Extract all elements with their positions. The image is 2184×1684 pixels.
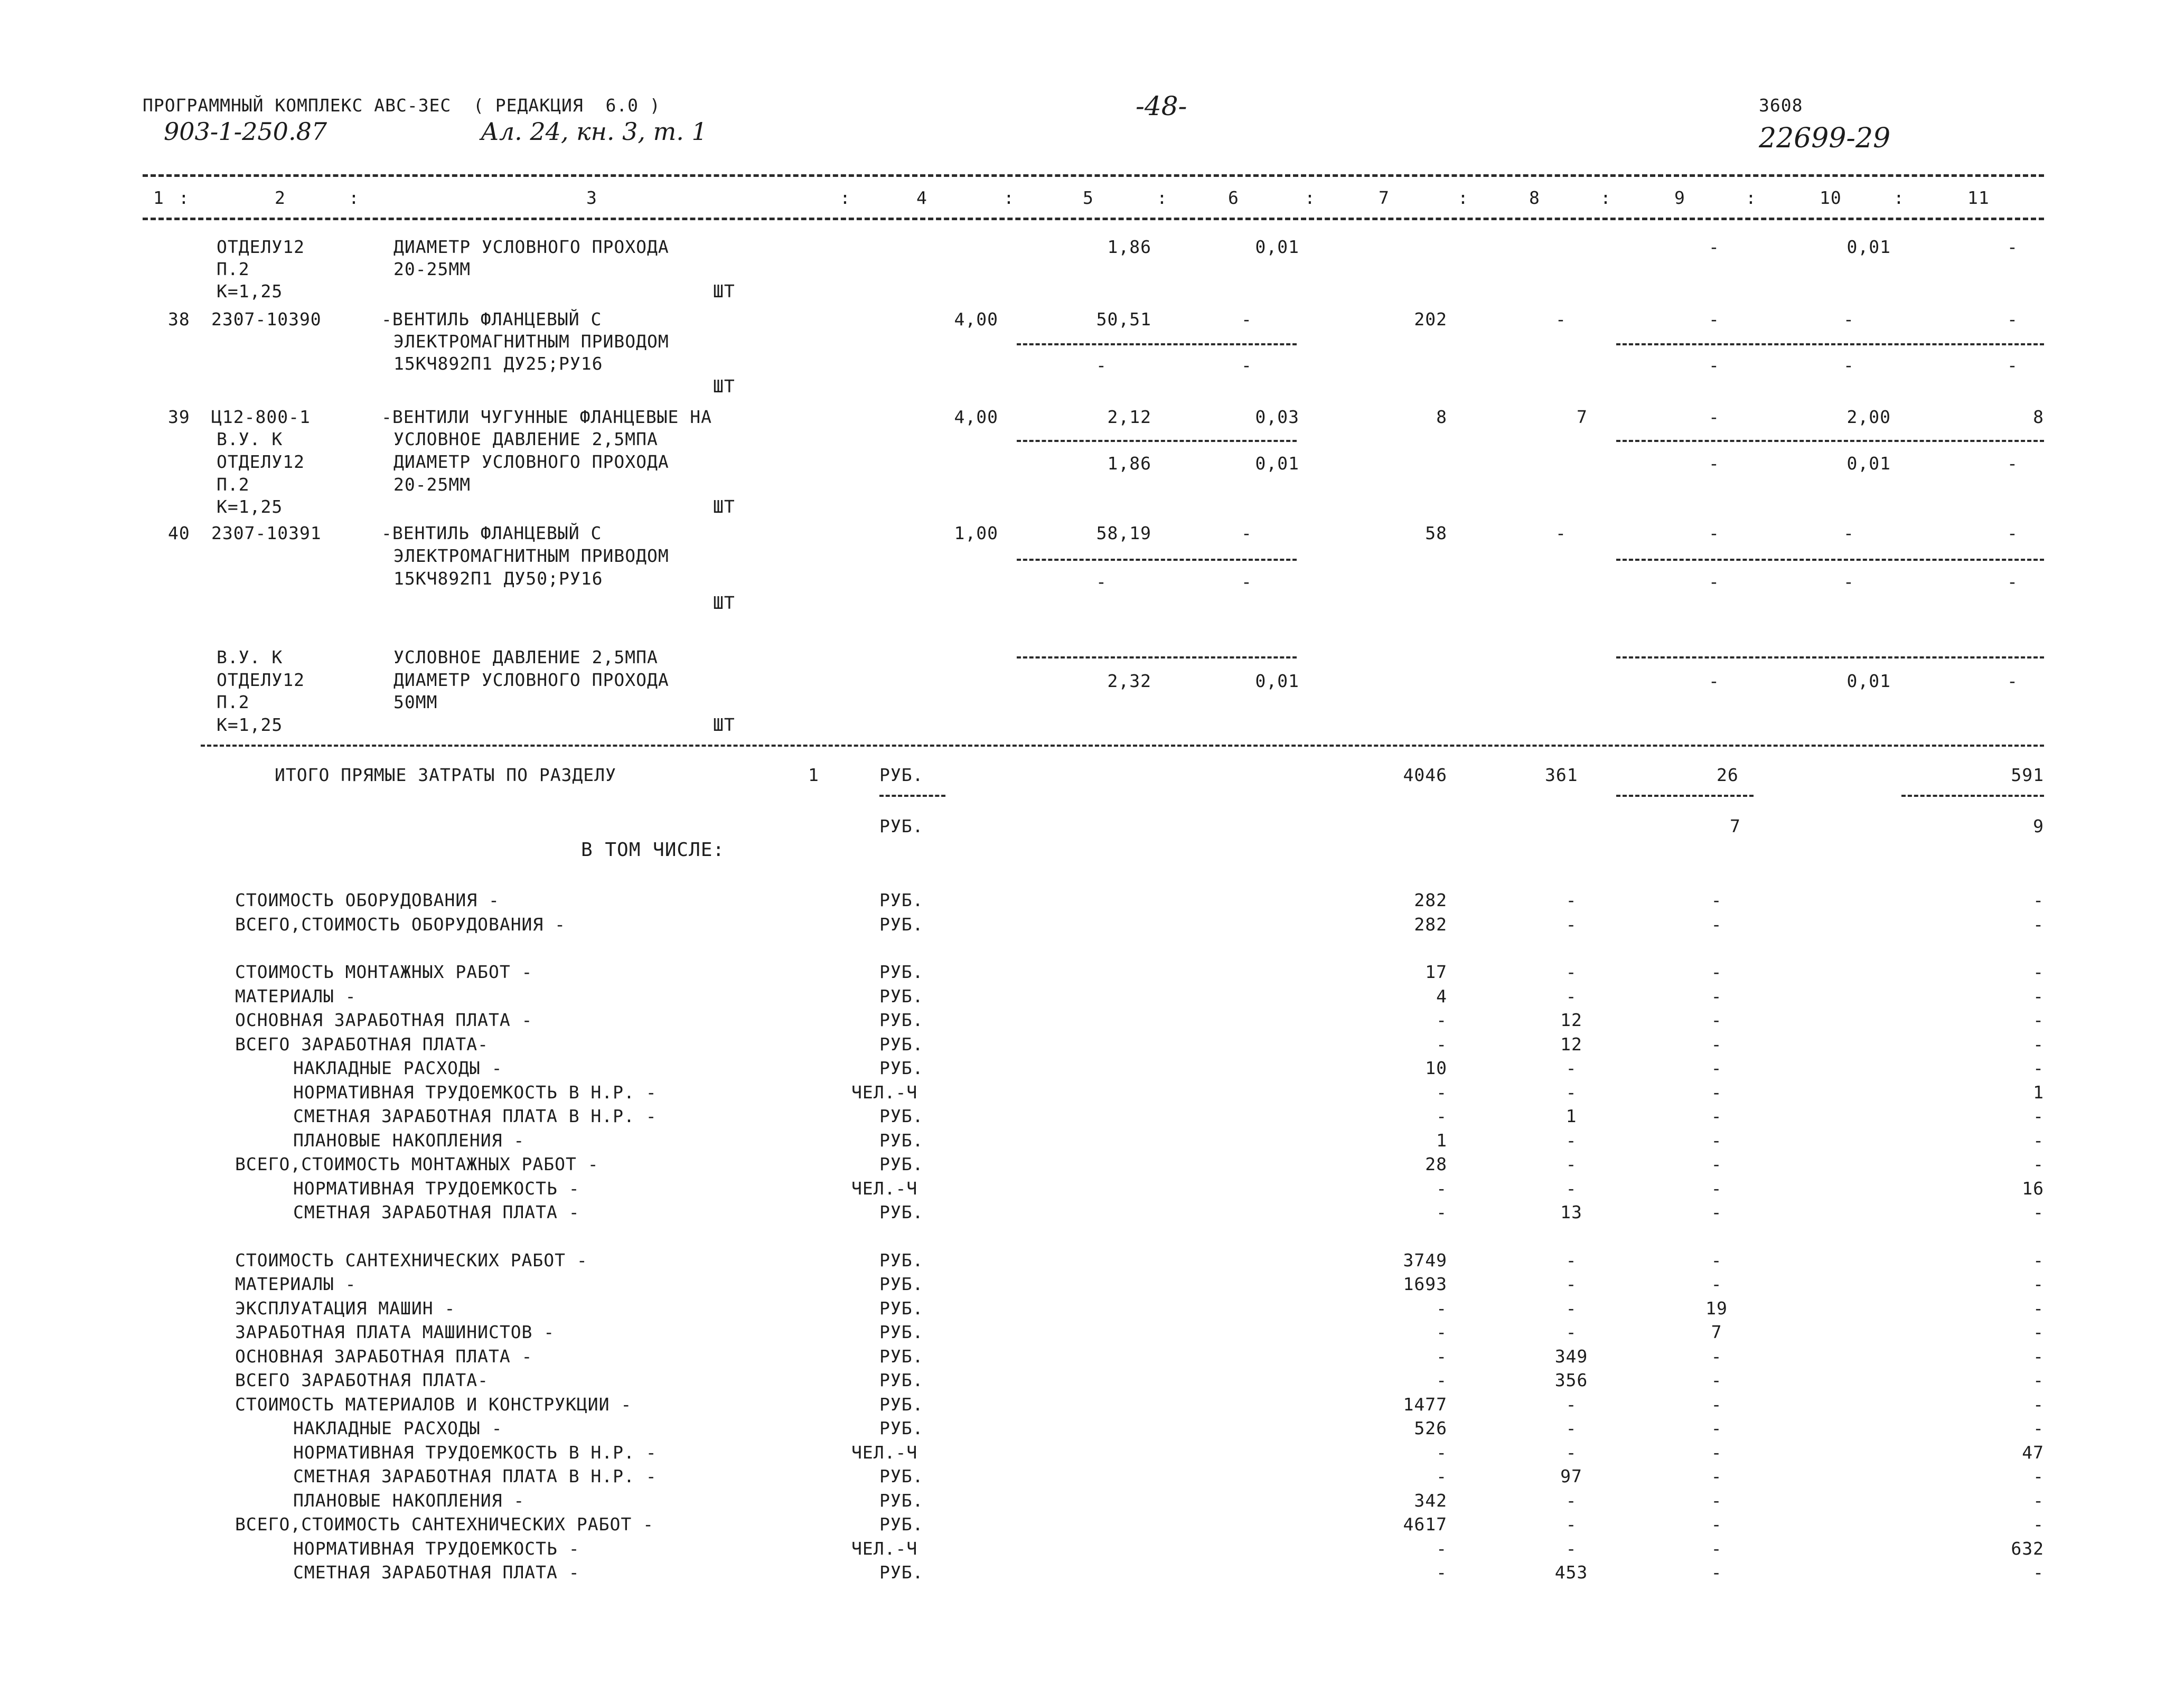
cell-c8: 13 [1560,1202,1582,1222]
cell-c11: - [2033,1202,2044,1222]
unit-label: РУБ. [879,1250,924,1271]
cell-c9: - [1711,914,1722,935]
cell-col4: 1,00 [954,523,998,543]
cell-col11: - [2007,523,2018,543]
total-col9-sub: 7 [1730,816,1741,836]
cell-c9: - [1711,1178,1722,1199]
item-description: -ВЕНТИЛЬ ФЛАНЦЕВЫЙ С [381,309,602,330]
cell-col6-sub: - [1241,571,1252,592]
cell-col10: - [1843,309,1854,330]
cell-c7: - [1436,1034,1447,1055]
cell-c8: - [1566,1298,1577,1319]
cell-c9: - [1711,1346,1722,1367]
cell-c7: - [1436,1082,1447,1103]
group-line: ОТДЕЛУ12 [217,451,305,472]
breakdown-label: СМЕТНАЯ ЗАРАБОТНАЯ ПЛАТА В Н.Р. - [293,1106,657,1126]
cell-col11: - [2007,671,2018,691]
cell-c8: - [1566,1082,1577,1103]
cell-col7: 58 [1425,523,1447,543]
cell-col9: - [1709,407,1720,427]
cell-col6: 0,03 [1255,407,1299,427]
cell-c9: - [1711,1442,1722,1463]
group-line: ОТДЕЛУ12 [217,237,305,257]
cell-c8: 1 [1566,1106,1577,1126]
cell-col7: 8 [1436,407,1447,427]
item-description: 20-25ММ [393,474,471,495]
unit-label: РУБ. [879,1034,924,1055]
unit-label: РУБ. [879,1106,924,1126]
group-line: К=1,25 [217,496,283,517]
column-header: 5 [1083,187,1094,208]
cell-c11: - [2033,1106,2044,1126]
header-bottom-rule [143,218,2044,220]
cell-c9: - [1711,1490,1722,1511]
cell-c7: 342 [1414,1490,1447,1511]
cell-c7: - [1436,1442,1447,1463]
cell-c9: - [1711,1394,1722,1415]
column-header: 8 [1529,187,1540,208]
cell-c7: 282 [1414,890,1447,910]
cell-c7: 1 [1436,1130,1447,1151]
price-code: Ц12-800-1 [211,407,311,427]
breakdown-label: СТОИМОСТЬ МОНТАЖНЫХ РАБОТ - [235,962,533,982]
cell-c9: - [1711,1562,1722,1583]
cell-col5: 2,12 [1107,407,1151,427]
cell-c11: - [2033,890,2044,910]
cell-col5-sub: 1,86 [1107,453,1151,474]
cell-c8: 356 [1554,1370,1588,1390]
cell-c7: - [1436,1346,1447,1367]
cell-c8: - [1566,914,1577,935]
unit-label: РУБ. [879,1010,924,1030]
unit-label: РУБ. [879,816,924,836]
unit-label: РУБ. [879,765,924,785]
cell-col10: 0,01 [1846,237,1891,257]
cell-col10-sub: - [1843,571,1854,592]
cell-c8: - [1566,1442,1577,1463]
breakdown-label: ЭКСПЛУАТАЦИЯ МАШИН - [235,1298,456,1319]
cell-col10: - [1843,523,1854,543]
breakdown-label: ВСЕГО ЗАРАБОТНАЯ ПЛАТА- [235,1370,489,1390]
breakdown-label: СТОИМОСТЬ ОБОРУДОВАНИЯ - [235,890,500,910]
breakdown-label: ЗАРАБОТНАЯ ПЛАТА МАШИНИСТОВ - [235,1322,555,1342]
total-col8: 361 [1545,765,1578,785]
breakdown-label: ОСНОВНАЯ ЗАРАБОТНАЯ ПЛАТА - [235,1346,533,1367]
item-description: ЭЛЕКТРОМАГНИТНЫМ ПРИВОДОМ [393,331,669,352]
item-description: ДИАМЕТР УСЛОВНОГО ПРОХОДА [393,451,669,472]
cell-col9-sub: - [1709,355,1720,375]
unit-label: ШТ [713,592,735,613]
cell-c8: - [1566,1058,1577,1078]
cell-c11: - [2033,1010,2044,1030]
cell-col8: - [1555,309,1567,330]
unit-label: РУБ. [879,890,924,910]
cell-c7: 526 [1414,1418,1447,1438]
unit-label: РУБ. [879,1346,924,1367]
item-description: -ВЕНТИЛЬ ФЛАНЦЕВЫЙ С [381,523,602,543]
column-header: 10 [1820,187,1842,208]
cell-c8: - [1566,1514,1577,1535]
unit-label: РУБ. [879,1490,924,1511]
cell-c7: - [1436,1466,1447,1487]
cell-c7: 282 [1414,914,1447,935]
breakdown-label: СТОИМОСТЬ САНТЕХНИЧЕСКИХ РАБОТ - [235,1250,588,1271]
breakdown-label: ВСЕГО,СТОИМОСТЬ МОНТАЖНЫХ РАБОТ - [235,1154,599,1174]
cell-c7: 4 [1436,986,1447,1006]
cell-col5-sub: - [1096,355,1107,375]
cell-c11: - [2033,1274,2044,1294]
cell-c9: - [1711,1274,1722,1294]
cell-c11: 16 [2022,1178,2044,1199]
cell-col6: 0,01 [1255,237,1299,257]
cell-c11: 47 [2022,1442,2044,1463]
cell-col6-sub: - [1241,355,1252,375]
unit-label: РУБ. [879,1274,924,1294]
including-heading: В ТОМ ЧИСЛЕ: [581,839,725,861]
cell-c8: - [1566,1394,1577,1415]
unit-label: РУБ. [879,1562,924,1583]
cell-col5: 1,86 [1107,237,1151,257]
total-col11: 591 [2011,765,2044,785]
unit-label: РУБ. [879,986,924,1006]
cell-c8: - [1566,1130,1577,1151]
unit-label: ЧЕЛ.-Ч [851,1538,918,1559]
unit-label: РУБ. [879,1370,924,1390]
cell-col10: 0,01 [1846,671,1891,691]
cell-c11: - [2033,1562,2044,1583]
cell-col10-sub: 0,01 [1846,453,1891,474]
cell-col6: - [1241,309,1252,330]
cell-c8: 453 [1554,1562,1588,1583]
group-line: В.У. К [217,429,283,449]
breakdown-label: МАТЕРИАЛЫ - [235,1274,357,1294]
cell-c8: 349 [1554,1346,1588,1367]
cell-c7: - [1436,1298,1447,1319]
cell-c7: - [1436,1322,1447,1342]
cell-c8: - [1566,890,1577,910]
cell-c7: - [1436,1562,1447,1583]
item-description: 20-25ММ [393,259,471,279]
item-description: ДИАМЕТР УСЛОВНОГО ПРОХОДА [393,237,669,257]
column-header: 3 [586,187,597,208]
cell-col10-sub: - [1843,355,1854,375]
breakdown-label: НАКЛАДНЫЕ РАСХОДЫ - [293,1058,503,1078]
cell-col11-sub: - [2007,571,2018,592]
column-header: 7 [1379,187,1390,208]
breakdown-label: ПЛАНОВЫЕ НАКОПЛЕНИЯ - [293,1490,525,1511]
position-number: 38 [168,309,190,330]
item-description: УСЛОВНОЕ ДАВЛЕНИЕ 2,5МПА [393,647,658,667]
cell-c7: 1693 [1403,1274,1447,1294]
group-line: П.2 [217,259,250,279]
group-line: П.2 [217,474,250,495]
cell-c9: - [1711,890,1722,910]
cell-col5: 50,51 [1096,309,1151,330]
breakdown-label: НОРМАТИВНАЯ ТРУДОЕМКОСТЬ - [293,1178,580,1199]
cell-col11: 8 [2033,407,2044,427]
group-line: ОТДЕЛУ12 [217,670,305,690]
cell-col9: - [1709,237,1720,257]
cell-c8: - [1566,1490,1577,1511]
cell-col6-sub: 0,01 [1255,453,1299,474]
cell-col8: - [1555,523,1567,543]
cell-c8: - [1566,1418,1577,1438]
breakdown-label: ВСЕГО ЗАРАБОТНАЯ ПЛАТА- [235,1034,489,1055]
cell-c9: - [1711,1154,1722,1174]
cell-c7: 4617 [1403,1514,1447,1535]
cell-c11: - [2033,1154,2044,1174]
group-line: П.2 [217,692,250,712]
unit-label: ШТ [713,714,735,735]
cell-c8: - [1566,1154,1577,1174]
breakdown-label: НОРМАТИВНАЯ ТРУДОЕМКОСТЬ В Н.Р. - [293,1082,657,1103]
item-description: 50ММ [393,692,438,712]
unit-label: РУБ. [879,1154,924,1174]
unit-label: РУБ. [879,1466,924,1487]
cell-c8: - [1566,962,1577,982]
cell-c9: - [1711,1082,1722,1103]
price-code: 2307-10390 [211,309,322,330]
unit-label: РУБ. [879,1202,924,1222]
unit-label: ЧЕЛ.-Ч [851,1082,918,1103]
cell-c9: - [1711,1418,1722,1438]
cell-col9-sub: - [1709,453,1720,474]
cell-c7: 1477 [1403,1394,1447,1415]
unit-label: ШТ [713,281,735,302]
cell-col9-sub: - [1709,571,1720,592]
breakdown-label: ВСЕГО,СТОИМОСТЬ ОБОРУДОВАНИЯ - [235,914,566,935]
cell-c9: 19 [1705,1298,1728,1319]
breakdown-label: ОСНОВНАЯ ЗАРАБОТНАЯ ПЛАТА - [235,1010,533,1030]
cell-c7: - [1436,1010,1447,1030]
cell-col5: 2,32 [1107,671,1151,691]
unit-label: РУБ. [879,1418,924,1438]
archive-number: 22699-29 [1759,123,1891,154]
cell-c8: - [1566,1538,1577,1559]
breakdown-label: СМЕТНАЯ ЗАРАБОТНАЯ ПЛАТА - [293,1202,580,1222]
position-number: 40 [168,523,190,543]
cell-c11: - [2033,914,2044,935]
item-description: ЭЛЕКТРОМАГНИТНЫМ ПРИВОДОМ [393,545,669,566]
price-code: 2307-10391 [211,523,322,543]
cell-c11: - [2033,1370,2044,1390]
item-description: 15КЧ892П1 ДУ50;РУ16 [393,568,603,589]
unit-label: РУБ. [879,962,924,982]
cell-c11: - [2033,962,2044,982]
item-description: 15КЧ892П1 ДУ25;РУ16 [393,353,603,374]
cell-col5-sub: - [1096,571,1107,592]
program-header: ПРОГРАММНЫЙ КОМПЛЕКС АВС-3ЕС ( РЕДАКЦИЯ 6.0 ) [143,95,661,116]
item-description: ДИАМЕТР УСЛОВНОГО ПРОХОДА [393,670,669,690]
unit-label: РУБ. [879,1394,924,1415]
cell-col5: 58,19 [1096,523,1151,543]
total-col11-sub: 9 [2033,816,2044,836]
column-header: 6 [1228,187,1239,208]
unit-label: РУБ. [879,914,924,935]
cell-c7: 28 [1425,1154,1447,1174]
cell-c8: 97 [1560,1466,1582,1487]
cell-c8: - [1566,986,1577,1006]
cell-c11: - [2033,986,2044,1006]
breakdown-label: МАТЕРИАЛЫ - [235,986,357,1006]
cell-c7: - [1436,1178,1447,1199]
breakdown-label: ПЛАНОВЫЕ НАКОПЛЕНИЯ - [293,1130,525,1151]
cell-c11: - [2033,1058,2044,1078]
doc-code: 903-1-250.87 [164,117,327,146]
cell-c11: - [2033,1490,2044,1511]
cell-c9: - [1711,1058,1722,1078]
cell-c9: - [1711,1034,1722,1055]
breakdown-label: СМЕТНАЯ ЗАРАБОТНАЯ ПЛАТА В Н.Р. - [293,1466,657,1487]
cell-c11: - [2033,1346,2044,1367]
cell-col11: - [2007,237,2018,257]
cell-col4: 4,00 [954,407,998,427]
cell-c11: - [2033,1466,2044,1487]
cell-c11: - [2033,1298,2044,1319]
group-line: К=1,25 [217,281,283,302]
cell-c8: - [1566,1250,1577,1271]
breakdown-label: ВСЕГО,СТОИМОСТЬ САНТЕХНИЧЕСКИХ РАБОТ - [235,1514,654,1535]
cell-c7: - [1436,1106,1447,1126]
unit-label: ЧЕЛ.-Ч [851,1178,918,1199]
column-header: 1 [153,187,164,208]
cell-c9: - [1711,1538,1722,1559]
total-col7: 4046 [1403,765,1447,785]
cell-c11: 632 [2011,1538,2044,1559]
section-number: 1 [808,765,819,785]
cell-c9: - [1711,1106,1722,1126]
cell-col9: - [1709,309,1720,330]
cell-c7: - [1436,1538,1447,1559]
cell-c11: 1 [2033,1082,2044,1103]
cell-c8: 12 [1560,1034,1582,1055]
cell-col11-sub: - [2007,453,2018,474]
total-col9: 26 [1717,765,1739,785]
cell-c11: - [2033,1322,2044,1342]
group-line: К=1,25 [217,714,283,735]
cell-col4: 4,00 [954,309,998,330]
cell-c9: - [1711,962,1722,982]
cell-c7: - [1436,1202,1447,1222]
cell-col9: - [1709,523,1720,543]
column-header: 9 [1674,187,1685,208]
unit-label: ЧЕЛ.-Ч [851,1442,918,1463]
breakdown-label: НАКЛАДНЫЕ РАСХОДЫ - [293,1418,503,1438]
cell-c9: - [1711,986,1722,1006]
sheet-number: 3608 [1759,95,1803,116]
section-rule [201,745,2044,747]
cell-col10: 2,00 [1846,407,1891,427]
cell-c11: - [2033,1514,2044,1535]
cell-c9: - [1711,1250,1722,1271]
cell-col7: 202 [1414,309,1447,330]
cell-c9: 7 [1711,1322,1722,1342]
cell-c11: - [2033,1250,2044,1271]
cell-c7: 10 [1425,1058,1447,1078]
page-number: -48- [1136,91,1187,121]
cell-c7: - [1436,1370,1447,1390]
cell-c7: 17 [1425,962,1447,982]
column-header: 4 [916,187,927,208]
cell-c11: - [2033,1418,2044,1438]
cell-col11: - [2007,309,2018,330]
cell-col8: 7 [1577,407,1588,427]
cell-c9: - [1711,1130,1722,1151]
unit-label: ШТ [713,376,735,397]
cell-c11: - [2033,1394,2044,1415]
cell-col6: 0,01 [1255,671,1299,691]
unit-label: РУБ. [879,1514,924,1535]
breakdown-label: НОРМАТИВНАЯ ТРУДОЕМКОСТЬ В Н.Р. - [293,1442,657,1463]
item-description: УСЛОВНОЕ ДАВЛЕНИЕ 2,5МПА [393,429,658,449]
cell-c8: 12 [1560,1010,1582,1030]
unit-label: РУБ. [879,1058,924,1078]
cell-c9: - [1711,1010,1722,1030]
cell-c9: - [1711,1466,1722,1487]
breakdown-label: СМЕТНАЯ ЗАРАБОТНАЯ ПЛАТА - [293,1562,580,1583]
group-line: В.У. К [217,647,283,667]
breakdown-label: СТОИМОСТЬ МАТЕРИАЛОВ И КОНСТРУКЦИИ - [235,1394,632,1415]
breakdown-label: НОРМАТИВНАЯ ТРУДОЕМКОСТЬ - [293,1538,580,1559]
cell-c7: 3749 [1403,1250,1447,1271]
cell-col11-sub: - [2007,355,2018,375]
unit-label: РУБ. [879,1130,924,1151]
unit-label: РУБ. [879,1298,924,1319]
position-number: 39 [168,407,190,427]
unit-label: ШТ [713,496,735,517]
column-header: 11 [1967,187,1990,208]
item-description: -ВЕНТИЛИ ЧУГУННЫЕ ФЛАНЦЕВЫЕ НА [381,407,713,427]
cell-c8: - [1566,1322,1577,1342]
cell-c9: - [1711,1370,1722,1390]
cell-c8: - [1566,1178,1577,1199]
album-reference: Ал. 24, кн. 3, т. 1 [481,117,707,146]
cell-c9: - [1711,1514,1722,1535]
cell-c11: - [2033,1034,2044,1055]
column-header: 2 [275,187,286,208]
total-label: ИТОГО ПРЯМЫЕ ЗАТРАТЫ ПО РАЗДЕЛУ [275,765,616,785]
cell-c8: - [1566,1274,1577,1294]
cell-c9: - [1711,1202,1722,1222]
cell-col6: - [1241,523,1252,543]
cell-col9: - [1709,671,1720,691]
cell-c11: - [2033,1130,2044,1151]
table-top-rule [143,174,2044,177]
unit-label: РУБ. [879,1322,924,1342]
